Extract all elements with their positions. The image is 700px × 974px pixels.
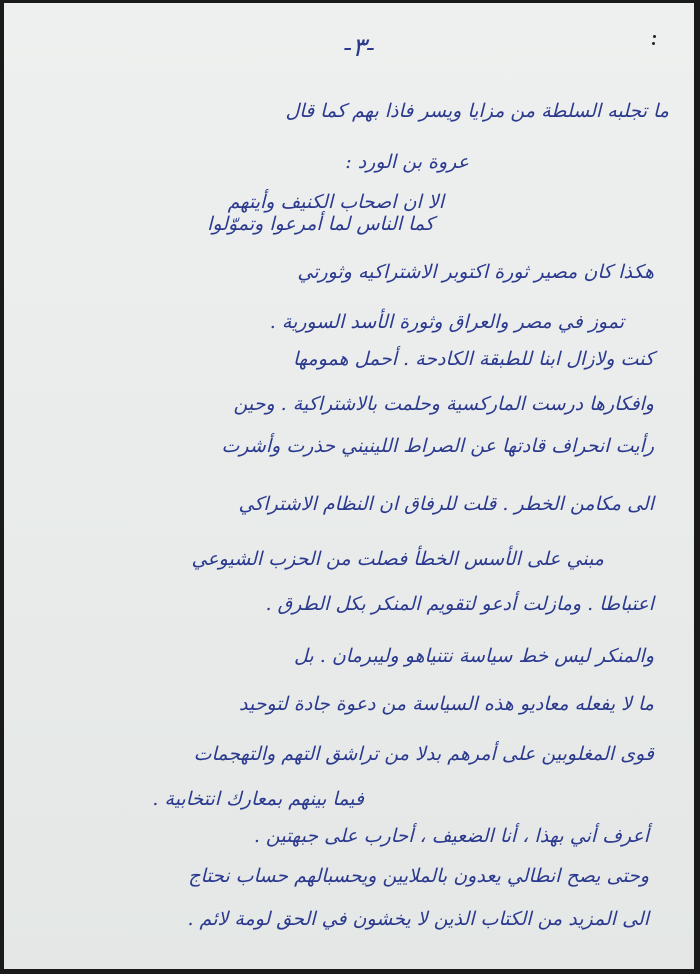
text-line: رأيت انحراف قادتها عن الصراط اللينيني حذرت وأشرت xyxy=(221,435,654,457)
text-line: أعرف أني بهذا ، أنا الضعيف ، أحارب على جبهتين . xyxy=(253,825,649,847)
text-line: والمنكر ليس خط سياسة نتنياهو وليبرمان . بل xyxy=(294,645,654,667)
text-line: كنت ولازال ابنا للطبقة الكادحة . أحمل همومها xyxy=(293,348,654,370)
text-line: ما تجلبه السلطة من مزايا ويسر فاذا بهم كما قال xyxy=(285,100,669,122)
text-line: عروة بن الورد : xyxy=(345,151,469,173)
text-line: وافكارها درست الماركسية وحلمت بالاشتراكية . وحين xyxy=(233,393,654,415)
text-line: هكذا كان مصير ثورة اكتوبر الاشتراكيه وثورتي xyxy=(297,261,654,283)
handwritten-page xyxy=(4,3,694,969)
text-line: الى مكامن الخطر . قلت للرفاق ان النظام الاشتراكي xyxy=(238,493,654,515)
text-line: ما لا يفعله معاديو هذه السياسة من دعوة جادة لتوحيد xyxy=(239,693,654,715)
text-line: كما الناس لما أمرعوا وتموّلوا xyxy=(207,213,434,235)
ink-dot xyxy=(652,42,655,45)
text-line: مبني على الأسس الخطأ فصلت من الحزب الشيوعي xyxy=(191,548,604,570)
text-line: وحتى يصح انطالي يعدون بالملايين ويحسبالهم حساب نحتاج xyxy=(188,865,649,887)
text-line: تموز في مصر والعراق وثورة الأسد السورية . xyxy=(269,311,624,333)
page-number: -٣- xyxy=(343,33,375,63)
text-line: قوى المغلوبين على أمرهم بدلا من تراشق التهم والتهجمات xyxy=(193,743,654,765)
text-line: فيما بينهم بمعارك انتخابية . xyxy=(152,788,364,810)
text-line: الا ان اصحاب الكنيف وأيتهم xyxy=(227,191,444,213)
text-line: اعتباطا . ومازلت أدعو لتقويم المنكر بكل الطرق . xyxy=(265,593,654,615)
ink-dot xyxy=(653,35,656,38)
text-line: الى المزيد من الكتاب الذين لا يخشون في الحق لومة لائم . xyxy=(187,908,649,930)
